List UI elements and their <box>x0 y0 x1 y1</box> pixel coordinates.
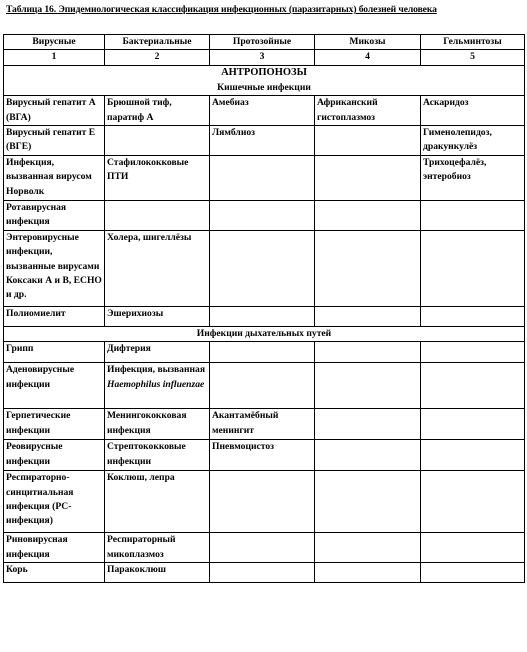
species-name: Haemophilus influenzae <box>107 378 205 390</box>
table-cell <box>315 563 421 583</box>
table-cell <box>315 230 421 306</box>
table-cell: Инфекция, вызванная вирусом Норволк <box>4 155 105 200</box>
table-row <box>4 200 525 230</box>
table-cell <box>315 471 421 533</box>
table-cell <box>315 306 421 326</box>
table-cell: Вирусный гепатит А (ВГА) <box>4 96 105 126</box>
classification-table <box>3 34 525 583</box>
section-main-title: АНТРОПОНОЗЫ <box>221 67 307 79</box>
table-cell: Герпетические инфекции <box>4 409 105 440</box>
column-header: Протозойные <box>210 35 315 50</box>
table-row <box>4 230 525 306</box>
table-cell: Респираторный микоплазмоз <box>105 533 210 563</box>
table-cell <box>105 200 210 230</box>
table-cell <box>421 342 525 363</box>
table-cell: Пневмоцистоз <box>210 440 315 471</box>
column-number: 3 <box>210 50 315 66</box>
table-cell <box>315 440 421 471</box>
table-cell: Вирусный гепатит Е (ВГЕ) <box>4 126 105 156</box>
table-cell <box>210 342 315 363</box>
table-cell: Полиомиелит <box>4 306 105 326</box>
column-number-row <box>4 50 525 66</box>
table-cell: Коклюш, лепра <box>105 471 210 533</box>
section-heading: Инфекции дыхательных путей <box>4 326 525 341</box>
table-cell <box>210 563 315 583</box>
column-header: Микозы <box>315 35 421 50</box>
table-cell <box>315 533 421 563</box>
table-cell: Стрептококковые инфекции <box>105 440 210 471</box>
table-cell: Аскаридоз <box>421 96 525 126</box>
section-row-respiratory <box>4 326 525 341</box>
table-cell <box>421 306 525 326</box>
table-cell <box>421 471 525 533</box>
column-number: 2 <box>105 50 210 66</box>
table-cell: Трихоцефалёз, энтеробиоз <box>421 155 525 200</box>
table-cell: Аденовирусные инфекции <box>4 363 105 409</box>
column-header-row <box>4 35 525 50</box>
table-cell: Паракоклюш <box>105 563 210 583</box>
table-row <box>4 96 525 126</box>
table-cell <box>315 200 421 230</box>
table-cell: Респираторно-синцитиальная инфекция (РС-инфекция) <box>4 471 105 533</box>
table-cell <box>421 563 525 583</box>
table-cell: Стафилококковые ПТИ <box>105 155 210 200</box>
column-header: Бактериальные <box>105 35 210 50</box>
table-row <box>4 342 525 363</box>
table-row <box>4 440 525 471</box>
table-cell: Гименолепидоз, дракункулёз <box>421 126 525 156</box>
table-cell <box>315 126 421 156</box>
table-cell <box>210 533 315 563</box>
table-row <box>4 306 525 326</box>
table-cell: Дифтерия <box>105 342 210 363</box>
column-number: 5 <box>421 50 525 66</box>
section-row-anthroponoses <box>4 66 525 96</box>
table-cell: Менингококковая инфекция <box>105 409 210 440</box>
table-cell: Брюшной тиф, паратиф А <box>105 96 210 126</box>
table-cell <box>210 363 315 409</box>
table-cell <box>210 306 315 326</box>
table-cell <box>421 363 525 409</box>
table-cell: Эшерихиозы <box>105 306 210 326</box>
table-cell: Африканский гистоплазмоз <box>315 96 421 126</box>
table-cell: Холера, шигеллёзы <box>105 230 210 306</box>
column-number: 1 <box>4 50 105 66</box>
table-cell <box>421 440 525 471</box>
table-cell <box>315 155 421 200</box>
column-header: Вирусные <box>4 35 105 50</box>
column-header: Гельминтозы <box>421 35 525 50</box>
table-cell <box>421 409 525 440</box>
table-cell: Грипп <box>4 342 105 363</box>
table-cell <box>315 363 421 409</box>
table-cell <box>210 230 315 306</box>
table-row <box>4 155 525 200</box>
table-cell <box>315 342 421 363</box>
table-cell <box>315 409 421 440</box>
table-row <box>4 126 525 156</box>
table-cell <box>105 126 210 156</box>
table-cell: Инфекция, вызванная Haemophilus influenzae <box>105 363 210 409</box>
table-cell <box>210 155 315 200</box>
table-row <box>4 363 525 409</box>
table-cell: Лямблиоз <box>210 126 315 156</box>
table-row <box>4 409 525 440</box>
table-caption: Таблица 16. Эпидемиологическая классификация инфекционных (паразитарных) болезней человека <box>6 4 437 15</box>
table-cell <box>421 533 525 563</box>
section-subtitle: Кишечные инфекции <box>217 81 311 93</box>
table-cell <box>421 200 525 230</box>
table-cell: Реовирусные инфекции <box>4 440 105 471</box>
table-cell <box>421 230 525 306</box>
section-heading <box>4 66 525 96</box>
table-cell: Амебиаз <box>210 96 315 126</box>
table-row <box>4 563 525 583</box>
table-cell: Энтеровирусные инфекции, вызванные вирусами Коксаки А и В, ECHO и др. <box>4 230 105 306</box>
table-row <box>4 471 525 533</box>
table-row <box>4 533 525 563</box>
table-cell <box>210 200 315 230</box>
table-cell: Корь <box>4 563 105 583</box>
table-cell <box>210 471 315 533</box>
column-number: 4 <box>315 50 421 66</box>
table-cell: Ротавирусная инфекция <box>4 200 105 230</box>
table-cell: Риновирусная инфекция <box>4 533 105 563</box>
table-cell: Акантамёбный менингит <box>210 409 315 440</box>
